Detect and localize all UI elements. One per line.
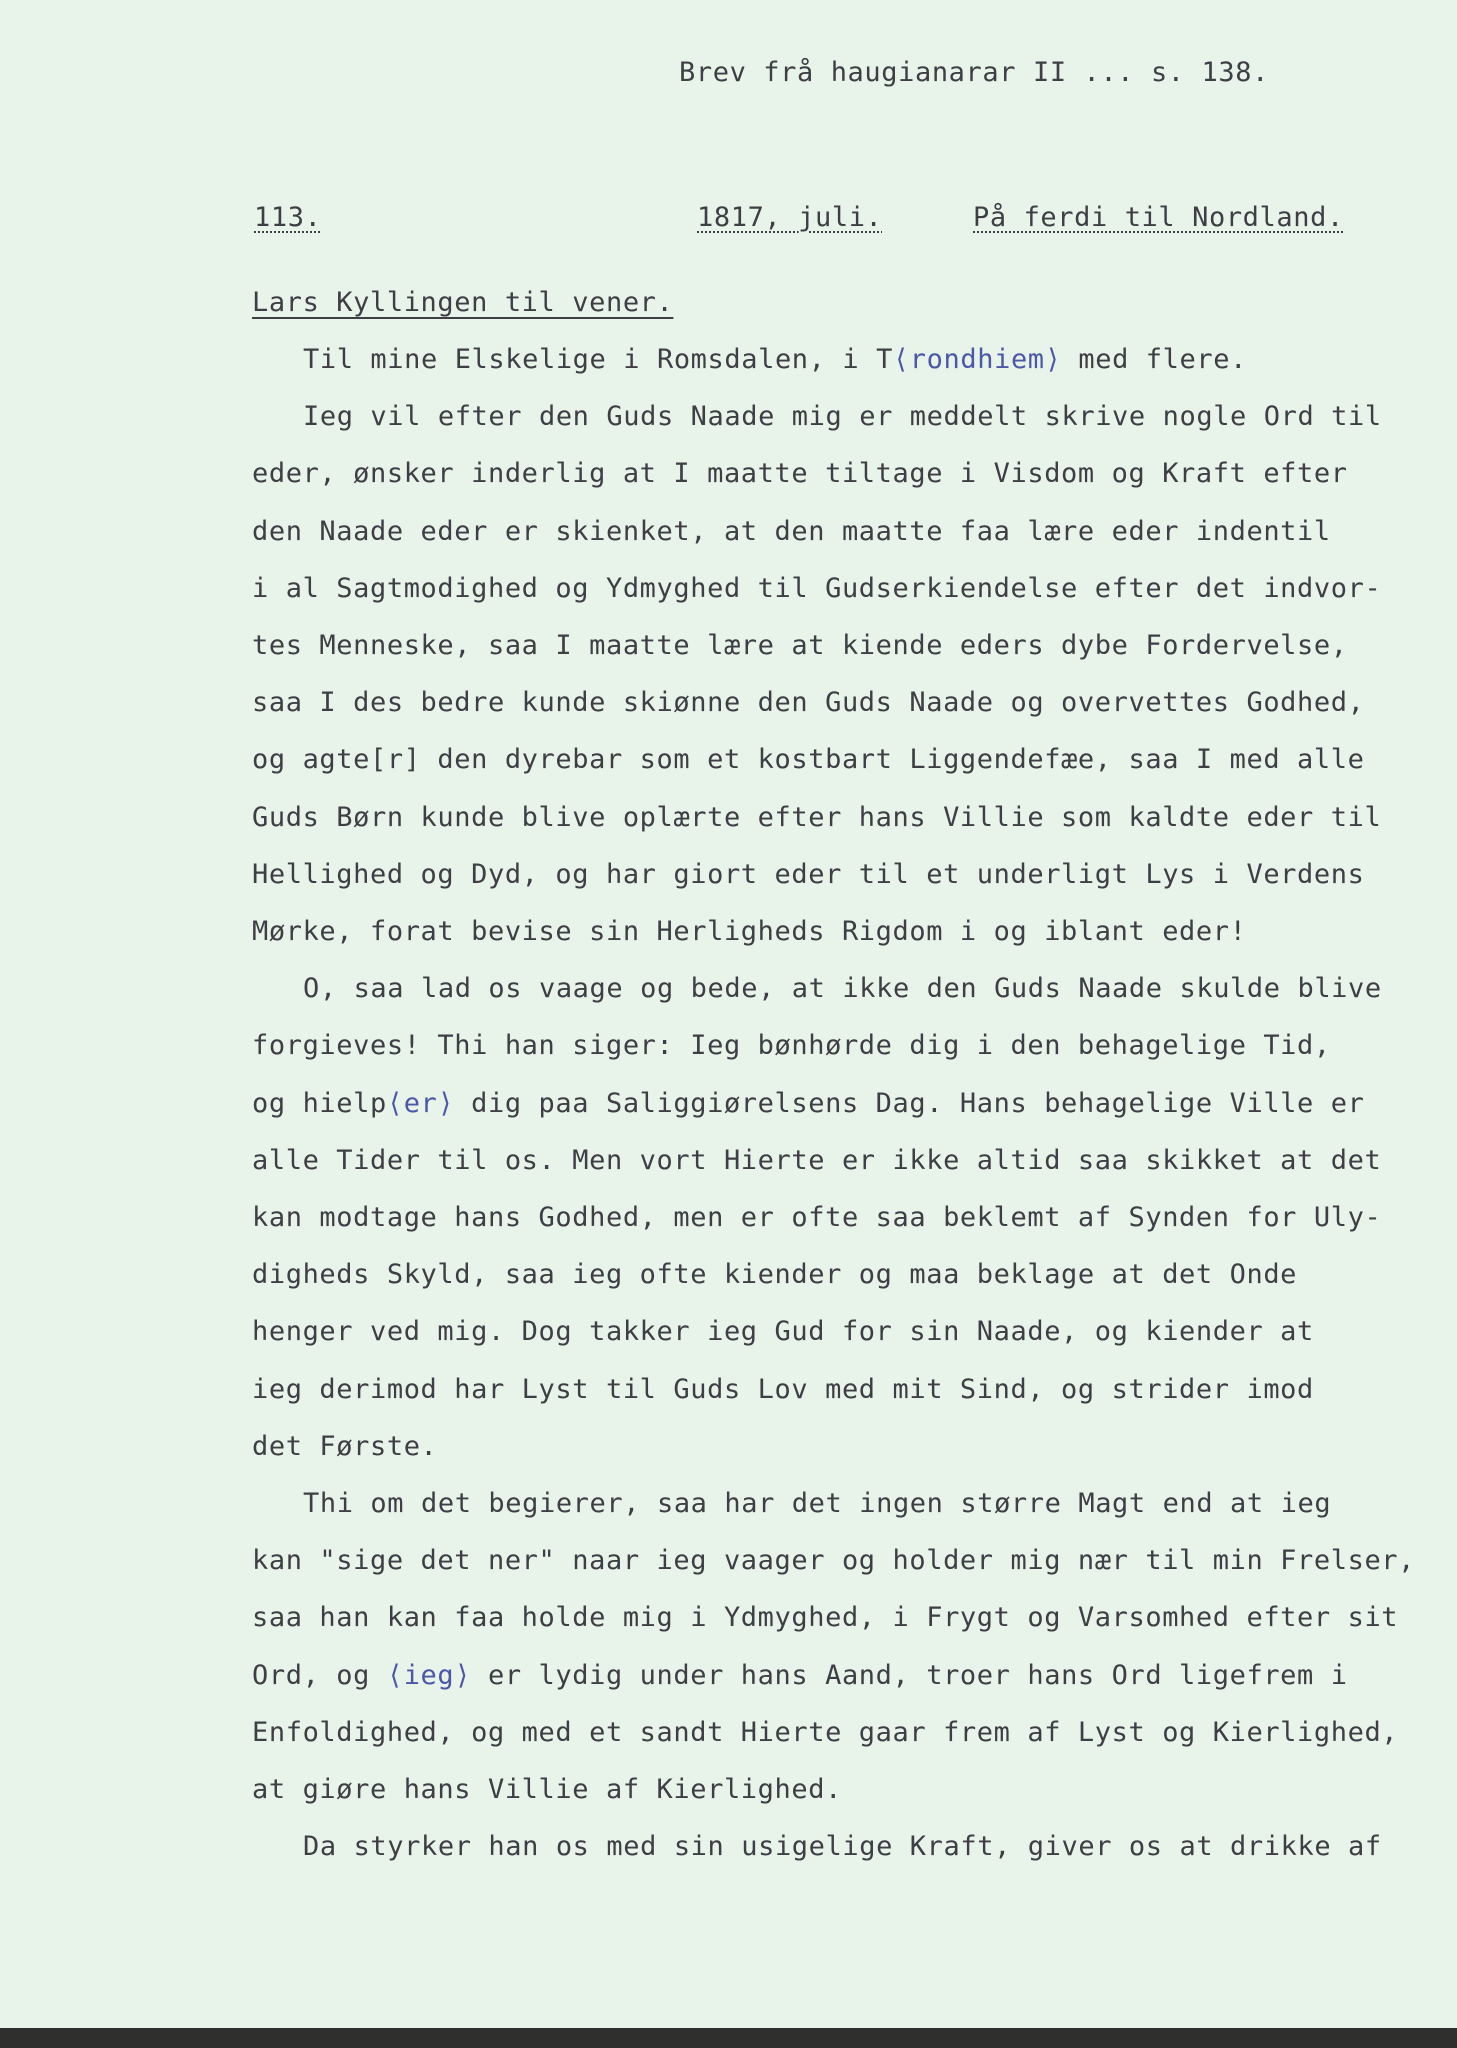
body-line-text: Guds Børn kunde blive oplærte efter hans Villie som kaldte eder til — [252, 802, 1382, 833]
editorial-insertion: ⟨rondhiem⟩ — [892, 344, 1062, 375]
body-line — [252, 745, 1364, 775]
body-line — [252, 1603, 1398, 1633]
body-line — [252, 574, 1381, 604]
body-line — [252, 1661, 1348, 1691]
body-line — [252, 1089, 1364, 1119]
body-line-text: med flere. — [1061, 344, 1247, 375]
letter-date: 1817, juli. — [697, 202, 883, 233]
body-line-text: Thi om det begierer, saa har det ingen større Magt end at ieg — [303, 1488, 1332, 1519]
body-line — [252, 517, 1331, 547]
body-line-text: henger ved mig. Dog takker ieg Gud for sin Naade, og kiender at — [252, 1316, 1314, 1347]
editorial-insertion: ⟨ieg⟩ — [386, 1660, 472, 1691]
body-line-text: Hellighed og Dyd, og har giort eder til et underligt Lys i Verdens — [252, 859, 1365, 890]
body-line — [252, 860, 1364, 890]
body-line — [303, 1832, 1382, 1862]
body-line — [252, 688, 1364, 718]
body-line — [303, 345, 1247, 375]
letter-number: 113. — [254, 202, 322, 233]
body-line-text: kan modtage hans Godhed, men er ofte saa beklemt af Synden for Uly- — [252, 1202, 1382, 1233]
body-line — [252, 1432, 437, 1462]
body-line-text: alle Tider til os. Men vort Hierte er ikke altid saa skikket at det — [252, 1145, 1382, 1176]
body-line-text: kan "sige det ner" naar ieg vaager og holder mig nær til min Frelser, — [252, 1545, 1416, 1576]
body-line — [252, 1317, 1314, 1347]
body-line — [303, 1489, 1331, 1519]
body-line-text: er lydig under hans Aand, troer hans Ord ligefrem i — [471, 1660, 1348, 1691]
body-line — [252, 631, 1348, 661]
body-line — [252, 803, 1381, 833]
body-line-text: saa I des bedre kunde skiønne den Guds Naade og overvettes Godhed, — [252, 687, 1365, 718]
scan-border — [0, 2028, 1457, 2048]
body-line — [252, 1203, 1381, 1233]
body-line — [252, 1775, 842, 1805]
body-line-text: det Første. — [252, 1431, 438, 1462]
body-line — [252, 1546, 1415, 1576]
body-line — [303, 974, 1382, 1004]
body-line-text: forgieves! Thi han siger: Ieg bønhørde dig i den behagelige Tid, — [252, 1030, 1331, 1061]
archive-reference: Brev frå haugianarar II ... s. 138. — [679, 57, 1269, 88]
body-line-text: ieg derimod har Lyst til Guds Lov med mit Sind, og strider imod — [252, 1374, 1314, 1405]
body-line-text: at giøre hans Villie af Kierlighed. — [252, 1774, 842, 1805]
letter-place: På ferdi til Nordland. — [973, 202, 1344, 233]
body-line-text: Enfoldighed, og med et sandt Hierte gaar frem af Lyst og Kierlighed, — [252, 1717, 1399, 1748]
body-line-text: dig paa Saliggiørelsens Dag. Hans behagelige Ville er — [454, 1088, 1365, 1119]
body-line-text: den Naade eder er skienket, at den maatte faa lære eder indentil — [252, 516, 1331, 547]
body-line-text: Ieg vil efter den Guds Naade mig er meddelt skrive nogle Ord til — [303, 401, 1382, 432]
body-line-text: Da styrker han os med sin usigelige Kraft, giver os at drikke af — [303, 1831, 1382, 1862]
body-line-text: O, saa lad os vaage og bede, at ikke den Guds Naade skulde blive — [303, 973, 1382, 1004]
body-line-text: eder, ønsker inderlig at I maatte tiltage i Visdom og Kraft efter — [252, 458, 1348, 489]
body-line — [252, 1375, 1314, 1405]
body-line-text: og hielp — [252, 1088, 387, 1119]
body-line-text: saa han kan faa holde mig i Ydmyghed, i Frygt og Varsomhed efter sit — [252, 1602, 1399, 1633]
body-line-text: tes Menneske, saa I maatte lære at kiende eders dybe Fordervelse, — [252, 630, 1348, 661]
body-line-text: digheds Skyld, saa ieg ofte kiender og maa beklage at det Onde — [252, 1259, 1298, 1290]
body-line — [303, 402, 1382, 432]
body-line-text: og agte[r] den dyrebar som et kostbart Liggendefæe, saa I med alle — [252, 744, 1365, 775]
editorial-insertion: ⟨er⟩ — [386, 1088, 455, 1119]
body-line — [252, 917, 1246, 947]
body-line-text: Til mine Elskelige i Romsdalen, i T — [303, 344, 893, 375]
body-line — [252, 1718, 1398, 1748]
body-line-text: Mørke, forat bevise sin Herligheds Rigdom i og iblant eder! — [252, 916, 1247, 947]
body-line — [252, 1260, 1297, 1290]
body-line-text: Ord, og — [252, 1660, 387, 1691]
body-line — [252, 1146, 1381, 1176]
letter-heading: Lars Kyllingen til vener. — [252, 287, 674, 318]
body-line-text: i al Sagtmodighed og Ydmyghed til Gudserkiendelse efter det indvor- — [252, 573, 1382, 604]
body-line — [252, 1031, 1331, 1061]
body-line — [252, 459, 1348, 489]
